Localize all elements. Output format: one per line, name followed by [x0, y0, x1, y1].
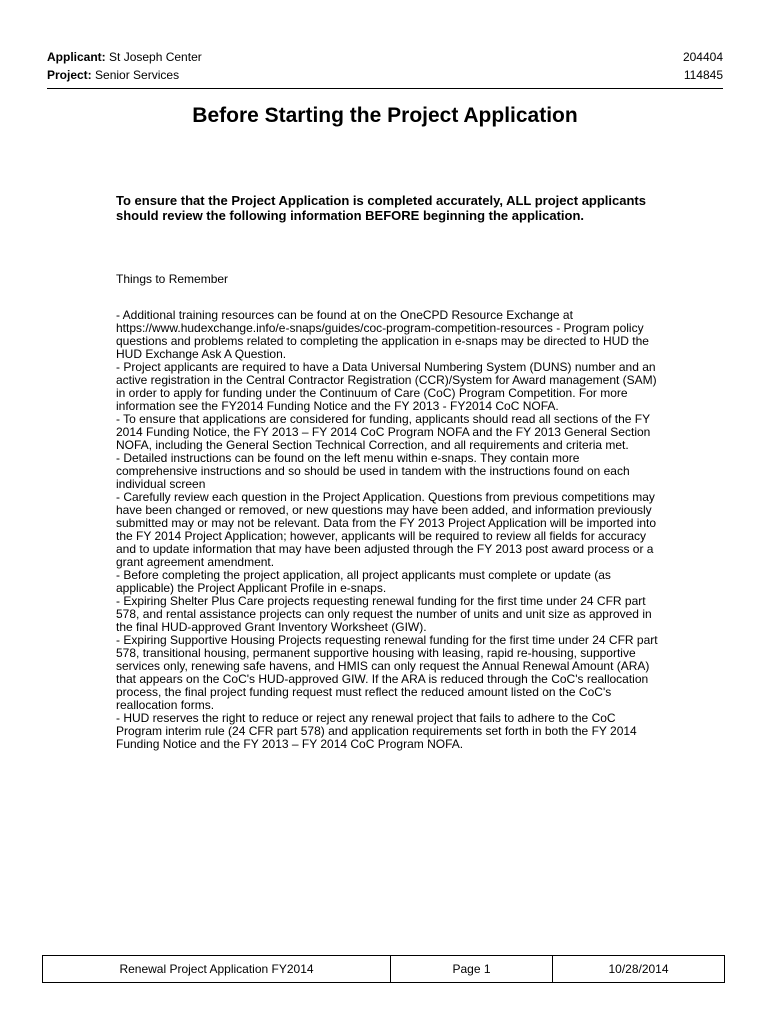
page-title: Before Starting the Project Application: [192, 104, 578, 127]
applicant-line: [47, 48, 202, 66]
things-heading: Things to Remember: [116, 272, 229, 286]
project-value: Senior Services: [95, 68, 180, 82]
intro-paragraph: To ensure that the Project Application is completed accurately, ALL project applicants should review the following information BEFORE beginning the application.: [116, 193, 646, 223]
page-header: [47, 48, 723, 89]
footer-page-number: Page 1: [391, 956, 553, 982]
project-id: 114845: [683, 68, 723, 82]
project-line: [47, 66, 179, 84]
instructions-body: - Additional training resources can be found at on the OneCPD Resource Exchange at https://www.hudexchange.info/e-snaps/guides/coc-program-competition-resources - Program policy questions and problems related to completing the application in e-snaps may be directed to HUD the HUD Exchange Ask A Question. - Project applicants are required to have a Data Universal Numbering System (DUNS) number and an active registration in the Central Contractor Registration (CCR)/System for Award management (SAM) in order to apply for funding under the Continuum of Care (CoC) Program Competition. For more information see the FY2014 Funding Notice and the FY 2013 - FY2014 CoC NOFA. - To ensure that applications are considered for funding, applicants should read all sections of the FY 2014 Funding Notice, the FY 2013 – FY 2014 CoC Program NOFA and the FY 2013 General Section NOFA, including the General Section Technical Correction, and all requirements and criteria met. - Detailed instructions can be found on the left menu within e-snaps. They contain more comprehensive instructions and so should be used in tandem with the instructions found on each individual screen - Carefully review each question in the Project Application. Questions from previous competitions may have been changed or removed, or new questions may have been added, and information previously submitted may or may not be relevant. Data from the FY 2013 Project Application will be imported into the FY 2014 Project Application; however, applicants will be required to review all fields for accuracy and to update information that may have been adjusted through the FY 2013 post award process or a grant agreement amendment. - Before completing the project application, all project applicants must complete or update (as applicable) the Project Applicant Profile in e-snaps. - Expiring Shelter Plus Care projects requesting renewal funding for the first time under 24 CFR part 578, and rental assistance projects can only request the number of units and unit size as approved in the final HUD-approved Grant Inventory Worksheet (GIW). - Expiring Supportive Housing Projects requesting renewal funding for the first time under 24 CFR part 578, transitional housing, permanent supportive housing with leasing, rapid re-housing, supportive services only, renewing safe havens, and HMIS can only request the Annual Renewal Amount (ARA) that appears on the CoC's HUD-approved GIW. If the ARA is reduced through the CoC's reallocation process, the final project funding request must reflect the reduced amount listed on the CoC's reallocation forms. - HUD reserves the right to reduce or reject any renewal project that fails to adhere to the CoC Program interim rule (24 CFR part 578) and application requirements set forth in both the FY 2014 Funding Notice and the FY 2013 – FY 2014 CoC Program NOFA.: [116, 308, 658, 751]
applicant-label: Applicant:: [47, 50, 106, 64]
project-label: Project:: [47, 68, 92, 82]
page-footer: [42, 955, 725, 983]
footer-application-name: Renewal Project Application FY2014: [43, 956, 391, 982]
footer-date: 10/28/2014: [608, 962, 669, 976]
applicant-id: 204404: [682, 50, 723, 64]
applicant-value: St Joseph Center: [109, 50, 202, 64]
header-row-project: [47, 66, 723, 84]
header-row-applicant: [47, 48, 723, 66]
